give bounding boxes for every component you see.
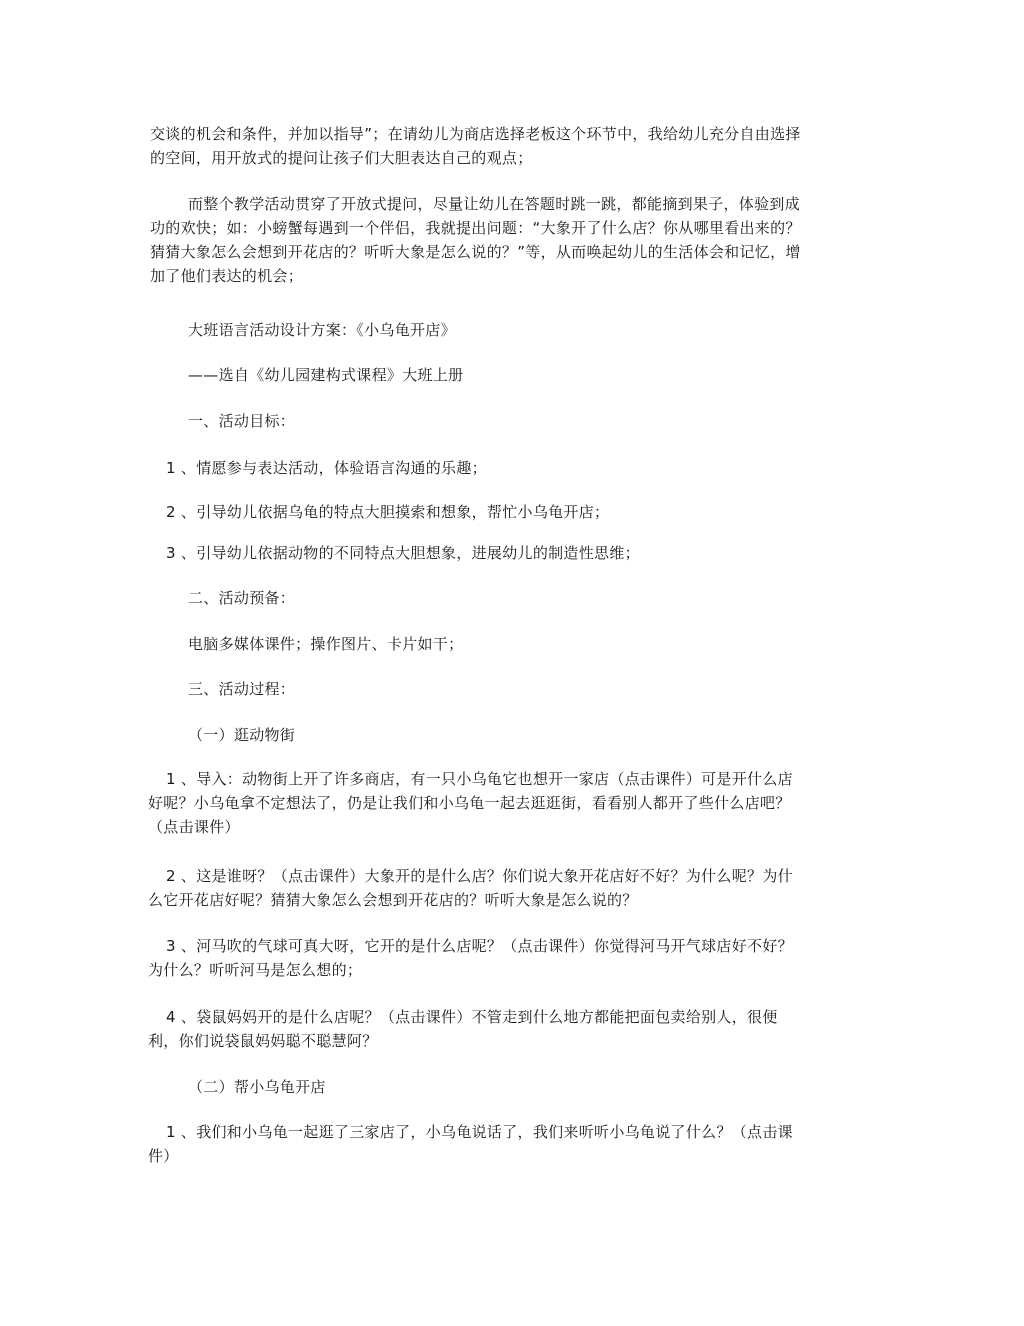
process-item-1: 1 、导入：动物街上开了许多商店，有一只小乌龟它也想开一家店（点击课件）可是开什么店好呢？小乌龟拿不定想法了，仍是让我们和小乌龟一起去逛逛街，看看别人都开了些什么店吧？（点击课件） <box>148 770 793 836</box>
goal-item-1: 1 、情愿参与表达活动，体验语言沟通的乐趣； <box>166 459 487 477</box>
plan-title: 大班语言活动设计方案：《小乌龟开店》 <box>188 321 456 339</box>
section-heading-preparation: 二、活动预备： <box>188 589 296 607</box>
plan-source: ——选自《幼儿园建构式课程》大班上册 <box>188 366 464 384</box>
process-item-4: 4 、袋鼠妈妈开的是什么店呢？（点击课件）不管走到什么地方都能把面包卖给别人，很便利，你们说袋鼠妈妈聪不聪慧阿？ <box>148 1008 778 1050</box>
process-item-3: 3 、河马吹的气球可真大呀，它开的是什么店呢？（点击课件）你觉得河马开气球店好不好？为什么？听听河马是怎么想的； <box>148 937 793 979</box>
goal-item-2: 2 、引导幼儿依据乌龟的特点大胆摸索和想象，帮忙小乌龟开店； <box>166 503 610 521</box>
subsection-heading-1: （一）逛动物街 <box>188 726 296 744</box>
paragraph-continuation: 交谈的机会和条件，并加以指导”；在请幼儿为商店选择老板这个环节中，我给幼儿充分自由选择的空间，用开放式的提问让孩子们大胆表达自己的观点； <box>150 125 801 167</box>
section-heading-process: 三、活动过程： <box>188 680 296 698</box>
preparation-text: 电脑多媒体课件；操作图片、卡片如干； <box>188 635 464 653</box>
subsection-2-item-1: 1 、我们和小乌龟一起逛了三家店了，小乌龟说话了，我们来听听小乌龟说了什么？（点击课件） <box>148 1123 793 1165</box>
paragraph-open-questions: 而整个教学活动贯穿了开放式提问，尽量让幼儿在答题时跳一跳，都能摘到果子，体验到成功的欢快；如：小螃蟹每遇到一个伴侣，我就提出问题：“大象开了什么店？你从哪里看出来的？猜猜大象怎么会想到开花店的？听听大象是怎么说的？”等，从而唤起幼儿的生活体会和记忆，增加了他们表达的机会； <box>150 195 801 285</box>
process-item-2: 2 、这是谁呀？（点击课件）大象开的是什么店？你们说大象开花店好不好？为什么呢？为什么它开花店好呢？猜猜大象怎么会想到开花店的？听听大象是怎么说的？ <box>148 867 793 909</box>
goal-item-3: 3 、引导幼儿依据动物的不同特点大胆想象，进展幼儿的制造性思维； <box>166 544 640 562</box>
section-heading-goals: 一、活动目标： <box>188 412 296 430</box>
subsection-heading-2: （二）帮小乌龟开店 <box>188 1078 326 1096</box>
